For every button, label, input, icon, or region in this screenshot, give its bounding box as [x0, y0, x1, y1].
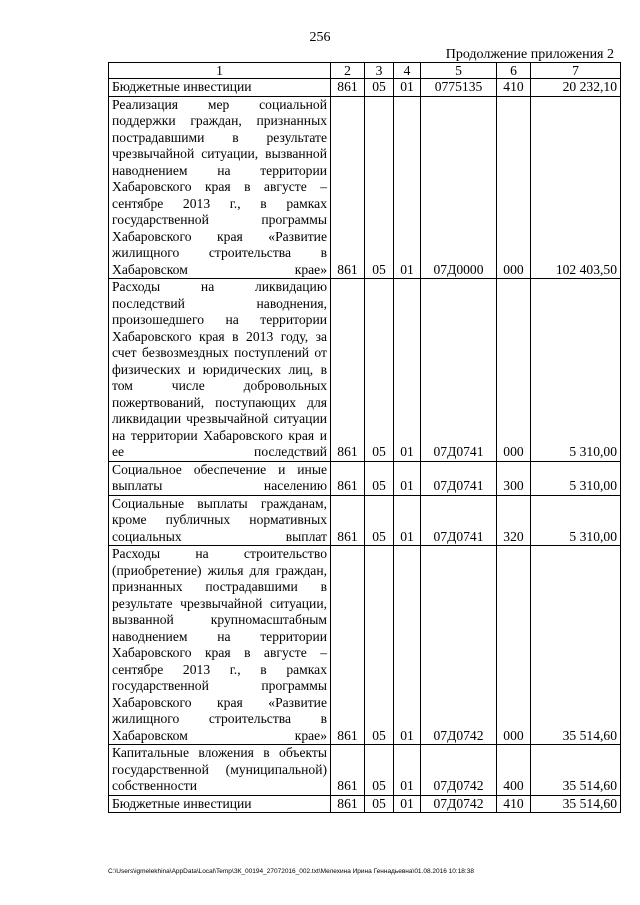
expense-type-code: 300: [497, 461, 531, 495]
header-cell: 1: [109, 63, 331, 79]
amount: 20 232,10: [531, 79, 621, 97]
table-row: [109, 79, 621, 97]
table-row: [109, 461, 621, 495]
row-description: Бюджетные инвестиции: [109, 795, 331, 813]
ministry-code: 861: [331, 461, 365, 495]
header-cell: 7: [531, 63, 621, 79]
ministry-code: 861: [331, 546, 365, 745]
continuation-label: Продолжение приложения 2: [445, 47, 614, 62]
header-cell: 3: [365, 63, 394, 79]
header-cell: 5: [421, 63, 497, 79]
table-row: [109, 546, 621, 745]
ministry-code: 861: [331, 745, 365, 796]
table-row: [109, 495, 621, 546]
header-cell: 2: [331, 63, 365, 79]
amount: 5 310,00: [531, 279, 621, 462]
row-description: Расходы на строительство (приобретение) жилья для граждан, признанных пострадавшими в результате чрезвычайной ситуации, вызванной крупномасштабным наводнением на территории Хабаровского края в августе – сентябре 2013 г., в рамках государственной программы Хабаровского края «Развитие жилищного строительства в Хабаровском крае»: [109, 546, 331, 745]
subsection-code: 01: [394, 279, 421, 462]
target-code: 07Д0742: [421, 795, 497, 813]
ministry-code: 861: [331, 795, 365, 813]
subsection-code: 01: [394, 79, 421, 97]
row-description: Расходы на ликвидацию последствий наводнения, произошедшего на территории Хабаровского края в 2013 году, за счет безвозмездных поступлений от физических и юридических лиц, в том числе добровольных пожертвований, поступающих для ликвидации чрезвычайной ситуации на территории Хабаровского края и ее последствий: [109, 279, 331, 462]
row-description: Социальное обеспечение и иные выплаты населению: [109, 461, 331, 495]
budget-table: [108, 62, 621, 813]
expense-type-code: 000: [497, 546, 531, 745]
target-code: 07Д0741: [421, 279, 497, 462]
section-code: 05: [365, 795, 394, 813]
section-code: 05: [365, 96, 394, 279]
subsection-code: 01: [394, 546, 421, 745]
subsection-code: 01: [394, 461, 421, 495]
row-description: Реализация мер социальной поддержки граждан, признанных пострадавшими в результате чрезвычайной ситуации, вызванной наводнением на территории Хабаровского края в августе – сентябре 2013 г., в рамках государственной программы Хабаровского края «Развитие жилищного строительства в Хабаровском крае»: [109, 96, 331, 279]
target-code: 07Д0741: [421, 461, 497, 495]
subsection-code: 01: [394, 795, 421, 813]
table-row: [109, 96, 621, 279]
amount: 5 310,00: [531, 495, 621, 546]
section-code: 05: [365, 745, 394, 796]
page-number: 256: [309, 30, 331, 45]
table-row: [109, 279, 621, 462]
expense-type-code: 400: [497, 745, 531, 796]
section-code: 05: [365, 461, 394, 495]
expense-type-code: 410: [497, 79, 531, 97]
expense-type-code: 000: [497, 96, 531, 279]
header-cell: 6: [497, 63, 531, 79]
target-code: 0775135: [421, 79, 497, 97]
amount: 35 514,60: [531, 795, 621, 813]
section-code: 05: [365, 495, 394, 546]
section-code: 05: [365, 279, 394, 462]
table-row: [109, 795, 621, 813]
table-row: [109, 745, 621, 796]
row-description: Капитальные вложения в объекты государственной (муниципальной) собственности: [109, 745, 331, 796]
section-code: 05: [365, 79, 394, 97]
row-description: Социальные выплаты гражданам, кроме публичных нормативных социальных выплат: [109, 495, 331, 546]
ministry-code: 861: [331, 79, 365, 97]
target-code: 07Д0742: [421, 546, 497, 745]
amount: 102 403,50: [531, 96, 621, 279]
subsection-code: 01: [394, 96, 421, 279]
amount: 35 514,60: [531, 546, 621, 745]
ministry-code: 861: [331, 279, 365, 462]
subsection-code: 01: [394, 745, 421, 796]
amount: 35 514,60: [531, 745, 621, 796]
expense-type-code: 000: [497, 279, 531, 462]
expense-type-code: 410: [497, 795, 531, 813]
row-description: Бюджетные инвестиции: [109, 79, 331, 97]
header-row: [109, 63, 621, 79]
section-code: 05: [365, 546, 394, 745]
target-code: 07Д0000: [421, 96, 497, 279]
ministry-code: 861: [331, 495, 365, 546]
file-path-footer: C:\Users\igmelekhina\AppData\Local\Temp\ЗК_00194_27072016_002.txt\Мелехина Ирина Геннадьевна\01.08.2016 10:18:38: [108, 868, 474, 875]
target-code: 07Д0741: [421, 495, 497, 546]
ministry-code: 861: [331, 96, 365, 279]
subsection-code: 01: [394, 495, 421, 546]
expense-type-code: 320: [497, 495, 531, 546]
header-cell: 4: [394, 63, 421, 79]
amount: 5 310,00: [531, 461, 621, 495]
target-code: 07Д0742: [421, 745, 497, 796]
